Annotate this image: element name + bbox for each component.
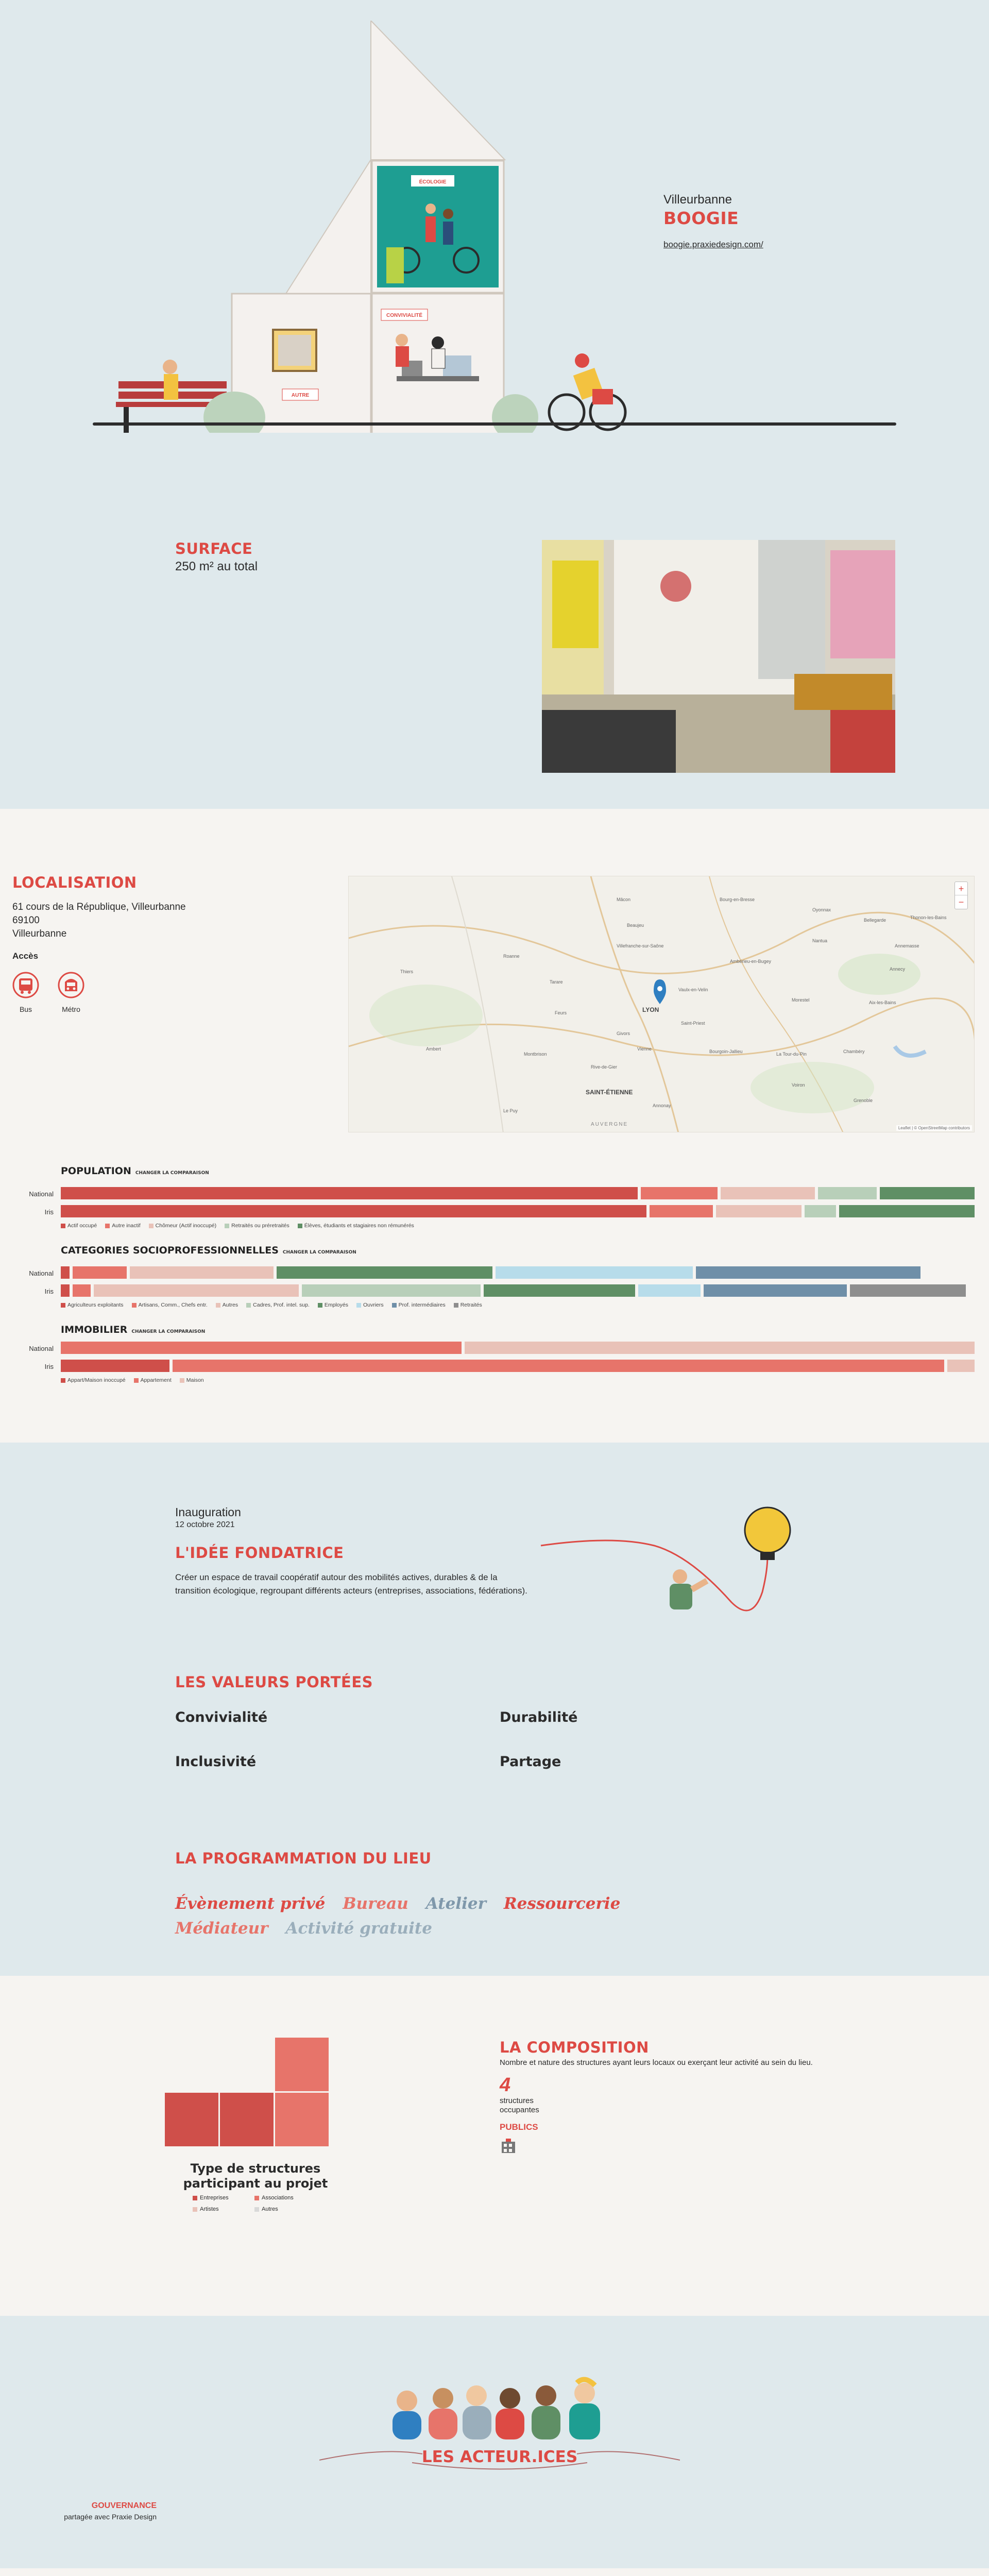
access-bus (12, 972, 39, 1013)
svg-text:ÉCOLOGIE: ÉCOLOGIE (419, 179, 447, 185)
programmation-title: LA PROGRAMMATION DU LIEU (175, 1850, 432, 1867)
hero-website-link[interactable]: boogie.praxiedesign.com/ (663, 240, 763, 249)
legend-label: Autre inactif (112, 1223, 141, 1229)
legend-item (149, 1223, 216, 1229)
bar-segment (61, 1284, 70, 1297)
legend-item (193, 2206, 254, 2212)
population-legend (61, 1223, 414, 1229)
access-bus-label: Bus (19, 1005, 32, 1013)
legend-label: Élèves, étudiants et stagiaires non rémunérés (304, 1223, 414, 1229)
map-zoom-controls (954, 882, 968, 909)
immobilier-compare-button[interactable]: CHANGER LA COMPARAISON (131, 1329, 206, 1334)
hero-city: Villeurbanne (663, 193, 732, 207)
map-city: Annonay (653, 1103, 671, 1108)
bar-segment (716, 1205, 802, 1217)
map-city: Bellegarde (864, 918, 886, 923)
bar-segment (61, 1266, 70, 1279)
bar-segment (173, 1360, 944, 1372)
localisation-section (0, 809, 989, 1443)
legend-label: Maison (186, 1377, 204, 1383)
idea-illustration (536, 1499, 824, 1633)
bar-segment (650, 1205, 713, 1217)
actors-title: LES ACTEUR.ICES (421, 2448, 578, 2466)
composition-section (0, 1976, 989, 2316)
bar-segment (94, 1284, 299, 1297)
structures-count: 4 (500, 2074, 511, 2096)
map-city: Rive-de-Gier (591, 1064, 618, 1070)
map-city: Morestel (792, 997, 810, 1003)
bar-segment (818, 1187, 877, 1199)
map-city: Bourg-en-Bresse (720, 897, 755, 902)
legend-swatch (392, 1303, 397, 1308)
svg-text:AUTRE: AUTRE (291, 393, 310, 398)
legend-label: Appart/Maison inoccupé (67, 1377, 126, 1383)
legend-swatch (216, 1303, 220, 1308)
immobilier-national-bar (61, 1342, 975, 1354)
bar-segment (721, 1187, 815, 1199)
bar-segment (277, 1266, 492, 1279)
surface-title: SURFACE (175, 540, 253, 557)
bar-segment (704, 1284, 846, 1297)
legend-swatch (61, 1378, 65, 1383)
ground-line (93, 422, 896, 426)
legend-item (254, 2195, 316, 2201)
csp-national-bar (61, 1266, 975, 1279)
legend-label: Prof. intermédiaires (398, 1302, 446, 1308)
value-item: Convivialité (175, 1709, 268, 1725)
map-zoom-in-button[interactable]: + (955, 882, 967, 895)
map-city: Bourgoin-Jallieu (709, 1049, 743, 1054)
localisation-title: LOCALISATION (12, 874, 137, 891)
map-city: Vaulx-en-Velin (678, 987, 708, 992)
bar-segment (638, 1284, 701, 1297)
map-city: Tarare (550, 979, 563, 985)
bar-segment (496, 1266, 693, 1279)
map-city: Ambert (426, 1046, 441, 1052)
structures-chart-title: Type de structures participant au projet (183, 2161, 328, 2191)
bar-segment (850, 1284, 966, 1297)
map-city: Thonon-les-Bains (910, 915, 947, 920)
publics-icon (500, 2137, 518, 2155)
legend-swatch (254, 2196, 259, 2200)
bar-segment (61, 1360, 169, 1372)
legend-item (246, 1302, 310, 1308)
legend-item (61, 1377, 126, 1383)
immobilier-iris-label: Iris (44, 1363, 54, 1370)
legend-item (216, 1302, 238, 1308)
legend-label: Retraités (460, 1302, 482, 1308)
value-item: Partage (500, 1754, 561, 1770)
population-iris-bar (61, 1205, 975, 1217)
waffle-cell-associations (275, 2093, 329, 2146)
legend-item (193, 2195, 254, 2201)
map-city: Villefranche-sur-Saône (617, 943, 664, 948)
actors-illustration (381, 2375, 618, 2439)
bar-segment (641, 1187, 718, 1199)
legend-item (132, 1302, 208, 1308)
legend-item (318, 1302, 348, 1308)
immobilier-legend (61, 1377, 204, 1383)
population-national-label: National (29, 1190, 54, 1198)
governance-text: partagée avec Praxie Design (64, 2513, 157, 2521)
map-city: Annemasse (895, 943, 919, 948)
bar-segment (61, 1187, 638, 1199)
map-city: Annecy (890, 967, 906, 972)
programmation-tag: Médiateur (175, 1919, 268, 1938)
bar-segment (947, 1360, 975, 1372)
composition-subtitle: Nombre et nature des structures ayant leurs locaux ou exerçant leur activité au sein du lieu. (500, 2058, 813, 2067)
population-title: POPULATION (61, 1165, 131, 1177)
legend-swatch (180, 1378, 184, 1383)
population-chart-title (61, 1165, 209, 1177)
legend-item (392, 1302, 446, 1308)
legend-label: Autres (222, 1302, 238, 1308)
legend-swatch (61, 1303, 65, 1308)
bar-segment (73, 1284, 91, 1297)
legend-label: Actif occupé (67, 1223, 97, 1229)
immobilier-iris-bar (61, 1360, 975, 1372)
composition-title: LA COMPOSITION (500, 2039, 649, 2056)
bar-segment (880, 1187, 975, 1199)
immobilier-chart-title (61, 1324, 205, 1335)
csp-legend (61, 1302, 482, 1308)
map-city: Nantua (812, 938, 828, 943)
population-iris-label: Iris (44, 1208, 54, 1216)
value-item: Inclusivité (175, 1754, 257, 1770)
map-city: Oyonnax (812, 907, 831, 912)
inauguration-label: Inauguration (175, 1505, 241, 1519)
address-line-3: Villeurbanne (12, 928, 67, 939)
legend-swatch (454, 1303, 458, 1308)
csp-iris-label: Iris (44, 1287, 54, 1295)
immobilier-title: IMMOBILIER (61, 1324, 128, 1335)
map-city-lyon: LYON (642, 1006, 659, 1013)
hero-section (0, 0, 989, 453)
legend-item (254, 2206, 316, 2212)
surface-value: 250 m² au total (175, 560, 258, 573)
map-city: Feurs (555, 1010, 567, 1015)
bar-segment (839, 1205, 975, 1217)
legend-item (356, 1302, 384, 1308)
legend-swatch (193, 2196, 197, 2200)
programmation-tag: Activité gratuite (285, 1919, 432, 1938)
legend-swatch (61, 1224, 65, 1228)
map-city: Vienne (637, 1046, 652, 1052)
inauguration-date: 12 octobre 2021 (175, 1520, 235, 1529)
location-map[interactable] (348, 876, 975, 1132)
bar-segment (61, 1205, 646, 1217)
bar-segment (302, 1284, 480, 1297)
legend-item (454, 1302, 482, 1308)
legend-label: Cadres, Prof. intel. sup. (253, 1302, 310, 1308)
impact-section (0, 2568, 989, 2576)
legend-label: Ouvriers (363, 1302, 384, 1308)
programmation-tag: Bureau (343, 1894, 408, 1913)
structures-chart-legend (193, 2195, 316, 2212)
legend-swatch (246, 1303, 251, 1308)
programmation-tag: Évènement privé (175, 1894, 326, 1913)
legend-swatch (193, 2207, 197, 2212)
legend-swatch (298, 1224, 302, 1228)
legend-item (180, 1377, 204, 1383)
access-metro-label: Métro (62, 1005, 80, 1013)
map-city: Voiron (792, 1082, 805, 1088)
waffle-cell-entreprises (165, 2093, 218, 2146)
legend-item (225, 1223, 289, 1229)
metro-icon (58, 972, 84, 998)
legend-swatch (149, 1224, 154, 1228)
population-national-bar (61, 1187, 975, 1199)
legend-swatch (132, 1303, 137, 1308)
legend-item (105, 1223, 140, 1229)
programmation-tag: Atelier (425, 1894, 486, 1913)
legend-label: Retraités ou préretraités (231, 1223, 289, 1229)
waffle-cell-associations (275, 2038, 329, 2091)
csp-compare-button[interactable]: CHANGER LA COMPARAISON (282, 1250, 356, 1255)
legend-swatch (318, 1303, 322, 1308)
bus-icon (12, 972, 39, 998)
map-city: Mâcon (617, 897, 631, 902)
legend-label: Autres (262, 2206, 278, 2212)
legend-label: Employés (324, 1302, 348, 1308)
structures-count-label: structures occupantes (500, 2096, 539, 2114)
legend-swatch (225, 1224, 229, 1228)
immobilier-national-label: National (29, 1345, 54, 1352)
legend-label: Chômeur (Actif inoccupé) (155, 1223, 217, 1229)
hero-place-name: BOOGIE (663, 208, 739, 228)
legend-swatch (356, 1303, 361, 1308)
surface-section (0, 453, 989, 809)
legend-label: Artisans, Comm., Chefs entr. (138, 1302, 208, 1308)
bar-segment (73, 1266, 127, 1279)
legend-label: Agriculteurs exploitants (67, 1302, 124, 1308)
house-illustration (88, 21, 896, 433)
map-city: Ambérieu-en-Bugey (730, 959, 772, 964)
governance-title: GOUVERNANCE (91, 2501, 157, 2510)
legend-label: Appartement (140, 1377, 172, 1383)
map-city: Montbrison (524, 1052, 547, 1057)
map-region-label: AUVERGNE (591, 1122, 628, 1127)
address-line-1: 61 cours de la République, Villeurbanne (12, 902, 186, 912)
map-city: Le Puy (503, 1108, 518, 1113)
bar-segment (130, 1266, 274, 1279)
place-photo (542, 540, 895, 773)
location-marker-icon[interactable] (654, 979, 666, 1004)
bar-segment (61, 1342, 462, 1354)
map-city: Thiers (400, 969, 414, 974)
map-city: Givors (617, 1031, 630, 1036)
bar-segment (484, 1284, 635, 1297)
csp-national-label: National (29, 1269, 54, 1277)
legend-label: Artistes (200, 2206, 219, 2212)
waffle-cell-entreprises (220, 2093, 274, 2146)
map-attribution[interactable]: Leaflet | © OpenStreetMap contributors (896, 1125, 972, 1131)
map-city: La Tour-du-Pin (776, 1052, 807, 1057)
legend-swatch (105, 1224, 110, 1228)
population-compare-button[interactable]: CHANGER LA COMPARAISON (135, 1171, 209, 1176)
acteurs-section (0, 2316, 989, 2568)
bar-segment (465, 1342, 975, 1354)
programmation-tags (175, 1893, 690, 1942)
map-city: Roanne (503, 954, 520, 959)
map-city: Aix-les-Bains (869, 1000, 896, 1005)
programmation-tag: Ressourcerie (503, 1894, 621, 1913)
legend-label: Associations (262, 2195, 294, 2201)
map-city: Chambéry (843, 1049, 865, 1054)
map-city: Beaujeu (627, 923, 644, 928)
csp-iris-bar (61, 1284, 975, 1297)
csp-title: CATEGORIES SOCIOPROFESSIONNELLES (61, 1245, 279, 1256)
map-zoom-out-button[interactable]: − (958, 897, 964, 907)
csp-chart-title (61, 1245, 356, 1256)
legend-item (298, 1223, 414, 1229)
value-item: Durabilité (500, 1709, 578, 1725)
bar-segment (805, 1205, 836, 1217)
legend-label: Entreprises (200, 2195, 229, 2201)
values-title: LES VALEURS PORTÉES (175, 1673, 373, 1691)
idea-text: Créer un espace de travail coopératif autour des mobilités actives, durables & de la transition écologique, regroupant différents acteurs (entreprises, associations, fédérations). (175, 1572, 527, 1596)
address-line-2: 69100 (12, 915, 40, 926)
publics-label: PUBLICS (500, 2122, 538, 2132)
legend-swatch (254, 2207, 259, 2212)
idea-title: L'IDÉE FONDATRICE (175, 1544, 344, 1562)
bar-segment (696, 1266, 920, 1279)
map-city-saint-etienne: SAINT-ÉTIENNE (586, 1089, 633, 1096)
legend-item (61, 1302, 124, 1308)
access-title: Accès (12, 951, 39, 961)
map-city: Saint-Priest (681, 1021, 705, 1026)
legend-swatch (134, 1378, 139, 1383)
access-metro (58, 972, 84, 1013)
concept-section (0, 1443, 989, 1976)
legend-item (134, 1377, 172, 1383)
legend-item (61, 1223, 97, 1229)
map-city: Grenoble (854, 1098, 873, 1103)
svg-text:CONVIVIALITÉ: CONVIVIALITÉ (386, 313, 423, 318)
